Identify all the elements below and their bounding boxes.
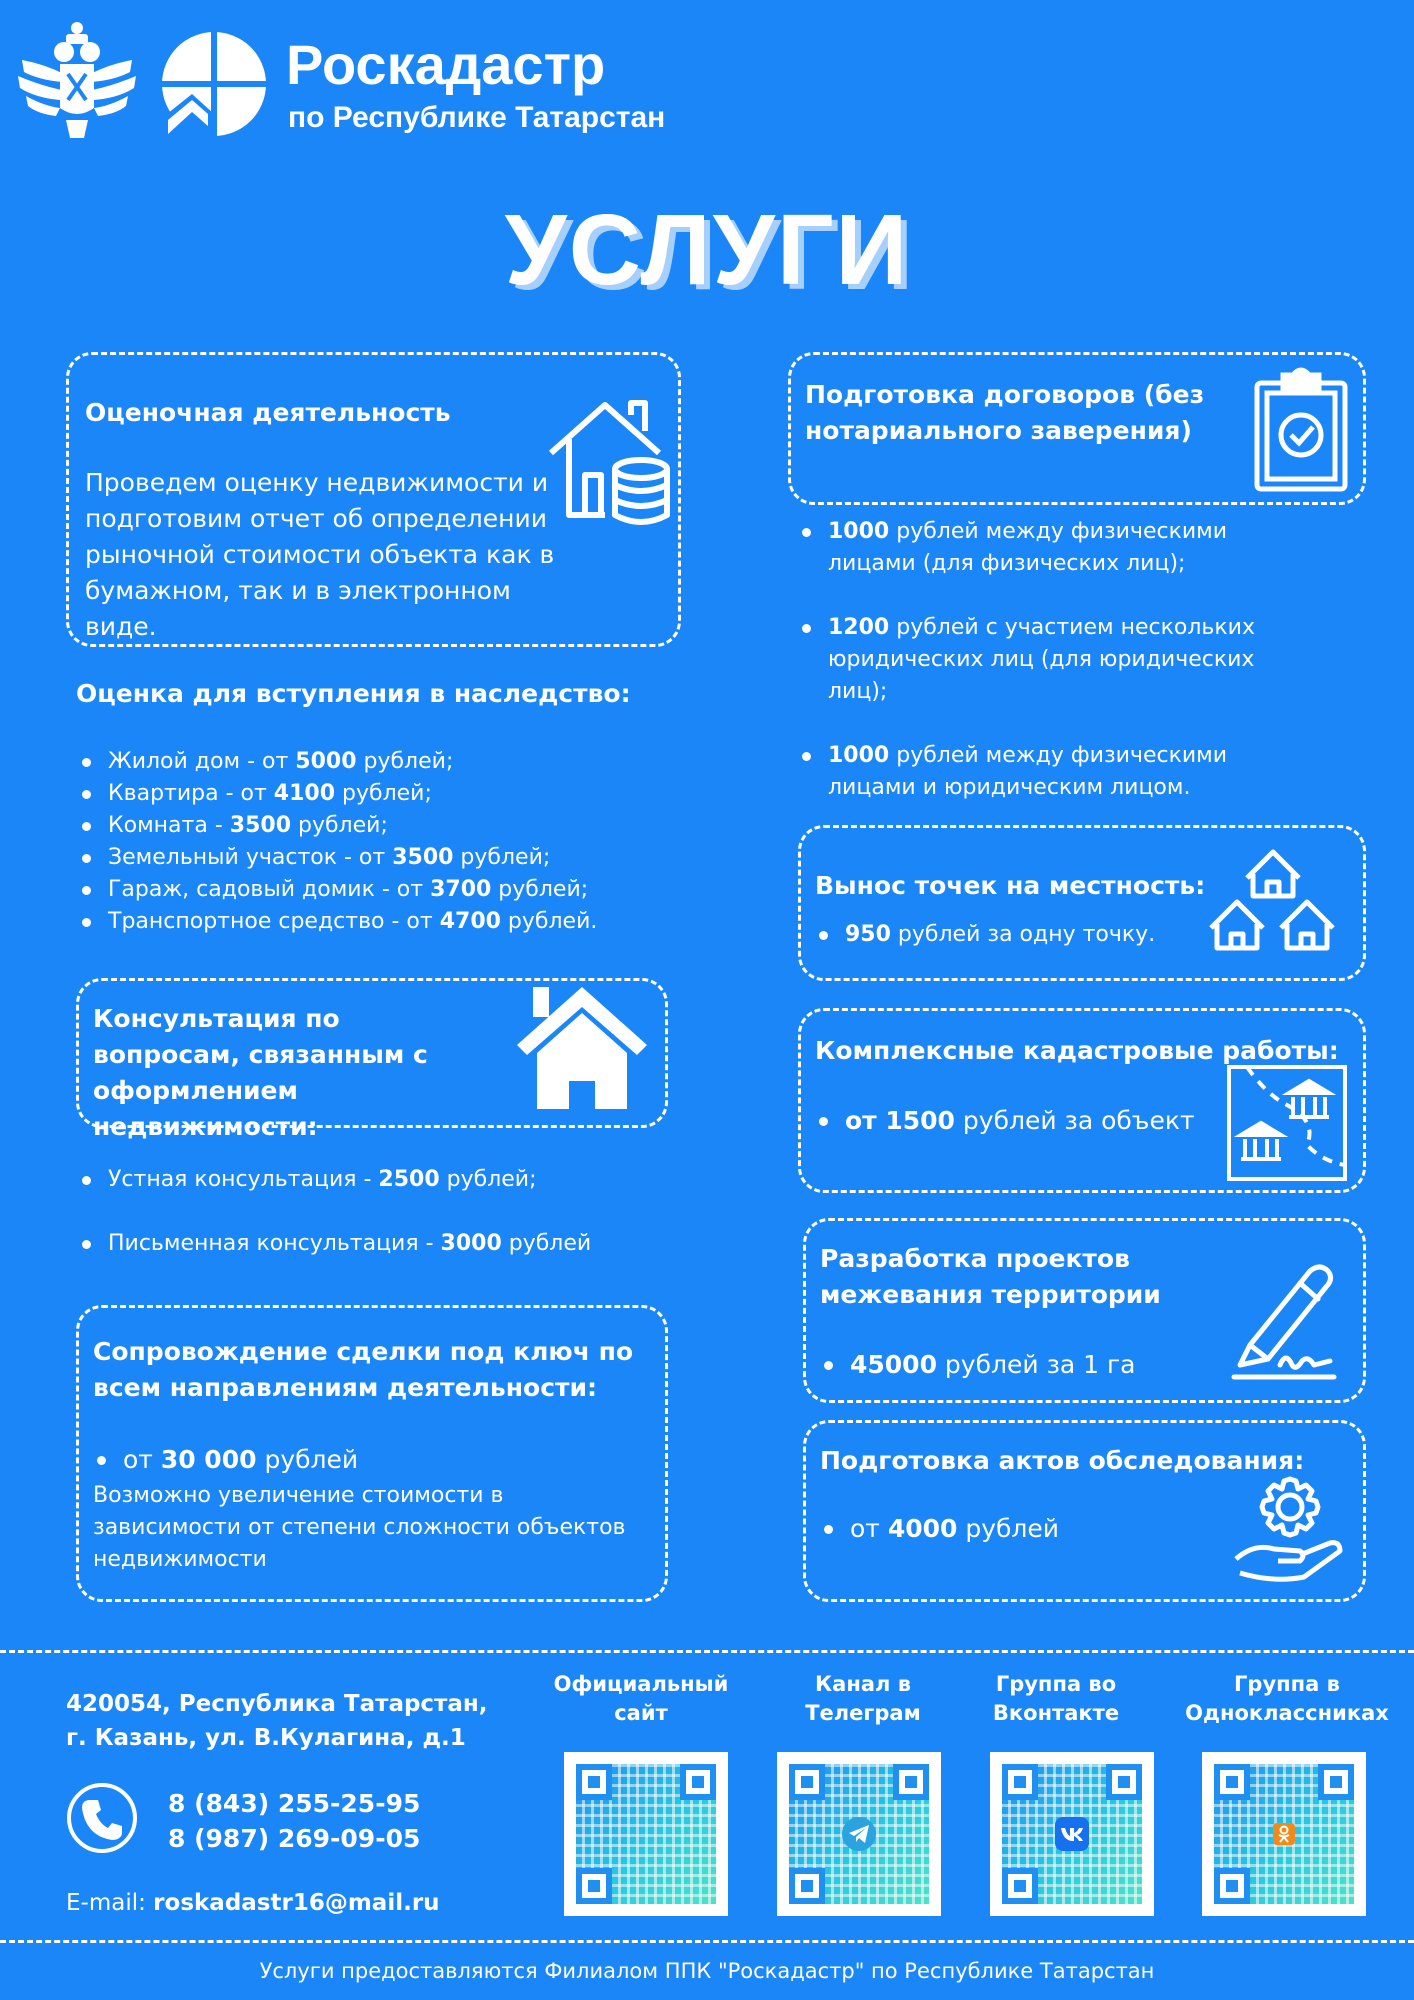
deal-list	[93, 1442, 653, 1478]
consultation-card	[76, 978, 668, 1141]
acts-heading: Подготовка актов обследования:	[820, 1446, 1305, 1475]
qr-label-ok: Группа в Одноклассниках	[1185, 1672, 1389, 1725]
consultation-list	[78, 1164, 698, 1260]
contracts-heading: Подготовка договоров (без нотариального заверения)	[805, 380, 1205, 445]
list-item: от 4000 рублей	[820, 1511, 1200, 1547]
list-item: Транспортное средство - от 4700 рублей.	[78, 906, 698, 938]
contracts-list	[798, 516, 1298, 804]
inheritance-list	[78, 746, 698, 938]
list-item: Гараж, садовый домик - от 3700 рублей;	[78, 874, 698, 906]
list-item: Земельный участок - от 3500 рублей;	[78, 842, 698, 874]
ok-icon	[1273, 1823, 1295, 1845]
list-item: от 1500 рублей за объект	[815, 1103, 1195, 1139]
deal-note: Возможно увеличение стоимости в зависимости от степени сложности объектов недвижимости	[93, 1483, 626, 1572]
brand-region: по Республике Татарстан	[288, 101, 666, 134]
cadastral-card	[798, 1008, 1366, 1193]
deal-heading: Сопровождение сделки под ключ по всем направлениям деятельности:	[93, 1337, 634, 1402]
consultation-heading: Консультация по вопросам, связанным с оформлением недвижимости:	[93, 1004, 428, 1141]
telegram-icon	[842, 1817, 876, 1851]
eagle-emblem-icon	[14, 20, 140, 146]
survey-heading: Разработка проектов межевания территории	[820, 1244, 1161, 1309]
cadastral-heading: Комплексные кадастровые работы:	[815, 1036, 1339, 1065]
inheritance-heading: Оценка для вступления в наследство:	[76, 679, 631, 708]
house-coins-icon	[545, 395, 675, 530]
bottom-note: Услуги предоставляются Филиалом ППК "Роскадастр" по Республике Татарстан	[259, 1959, 1155, 1983]
address-line1: 420054, Республика Татарстан,	[66, 1691, 488, 1717]
clipboard-check-icon	[1253, 365, 1349, 493]
footer-divider-bottom	[0, 1940, 1414, 1943]
address-line2: г. Казань, ул. В.Кулагина, д.1	[66, 1725, 466, 1751]
list-item: от 30 000 рублей	[93, 1442, 653, 1478]
appraisal-card	[66, 352, 681, 647]
qr-code-telegram[interactable]	[777, 1752, 941, 1916]
survey-card	[803, 1218, 1366, 1403]
list-item: Устная консультация - 2500 рублей;	[78, 1164, 698, 1196]
qr-label-site: Официальный сайт	[553, 1672, 729, 1725]
email-link[interactable]: roskadastr16@mail.ru	[153, 1890, 440, 1916]
list-item: 1000 рублей между физическими лицами (для физических лиц);	[798, 516, 1298, 580]
list-item: Комната - 3500 рублей;	[78, 810, 698, 842]
acts-list	[820, 1511, 1200, 1547]
list-item: Жилой дом - от 5000 рублей;	[78, 746, 698, 778]
phone-number-2[interactable]: 8 (987) 269-09-05	[168, 1824, 421, 1853]
footer-divider-top	[0, 1650, 1414, 1653]
qr-code-ok[interactable]	[1202, 1752, 1366, 1916]
qr-code-site[interactable]	[564, 1752, 728, 1916]
list-item: 950 рублей за одну точку.	[815, 919, 1195, 951]
houses-icon	[1209, 844, 1339, 954]
points-heading: Вынос точек на местность:	[815, 871, 1206, 900]
list-item: Квартира - от 4100 рублей;	[78, 778, 698, 810]
qr-code-vk[interactable]	[990, 1752, 1154, 1916]
cadastral-list	[815, 1103, 1195, 1139]
list-item: 1200 рублей с участием нескольких юридических лиц (для юридических лиц);	[798, 612, 1298, 708]
qr-label-vk: Группа во Вконтакте	[992, 1672, 1120, 1725]
list-item: Письменная консультация - 3000 рублей	[78, 1228, 698, 1260]
email-row	[66, 1886, 440, 1920]
survey-list	[820, 1347, 1200, 1383]
roskadastr-logo-icon	[160, 30, 268, 138]
points-list	[815, 919, 1195, 951]
appraisal-heading: Оценочная деятельность	[85, 398, 451, 427]
page-title: УСЛУГИ	[504, 194, 910, 306]
phone-icon	[66, 1782, 138, 1854]
cadastral-map-icon	[1227, 1065, 1347, 1181]
points-card	[798, 825, 1366, 981]
gear-hand-icon	[1234, 1473, 1348, 1583]
brand-name: Роскадастр	[286, 33, 606, 96]
phone-number-1[interactable]: 8 (843) 255-25-95	[168, 1789, 421, 1818]
email-label: E-mail:	[66, 1890, 154, 1916]
acts-card	[803, 1420, 1366, 1602]
list-item: 1000 рублей между физическими лицами и юридическим лицом.	[798, 740, 1298, 804]
contracts-card	[788, 352, 1366, 505]
list-item: 45000 рублей за 1 га	[820, 1347, 1200, 1383]
deal-card	[76, 1305, 668, 1602]
pen-signature-icon	[1230, 1261, 1342, 1381]
vk-icon	[1055, 1817, 1089, 1851]
qr-label-telegram: Канал в Телеграм	[805, 1672, 921, 1725]
house-icon	[515, 983, 649, 1113]
appraisal-text: Проведем оценку недвижимости и подготовим отчет об определении рыночной стоимости объекта как в бумажном, так и в электронном виде.	[85, 468, 555, 641]
